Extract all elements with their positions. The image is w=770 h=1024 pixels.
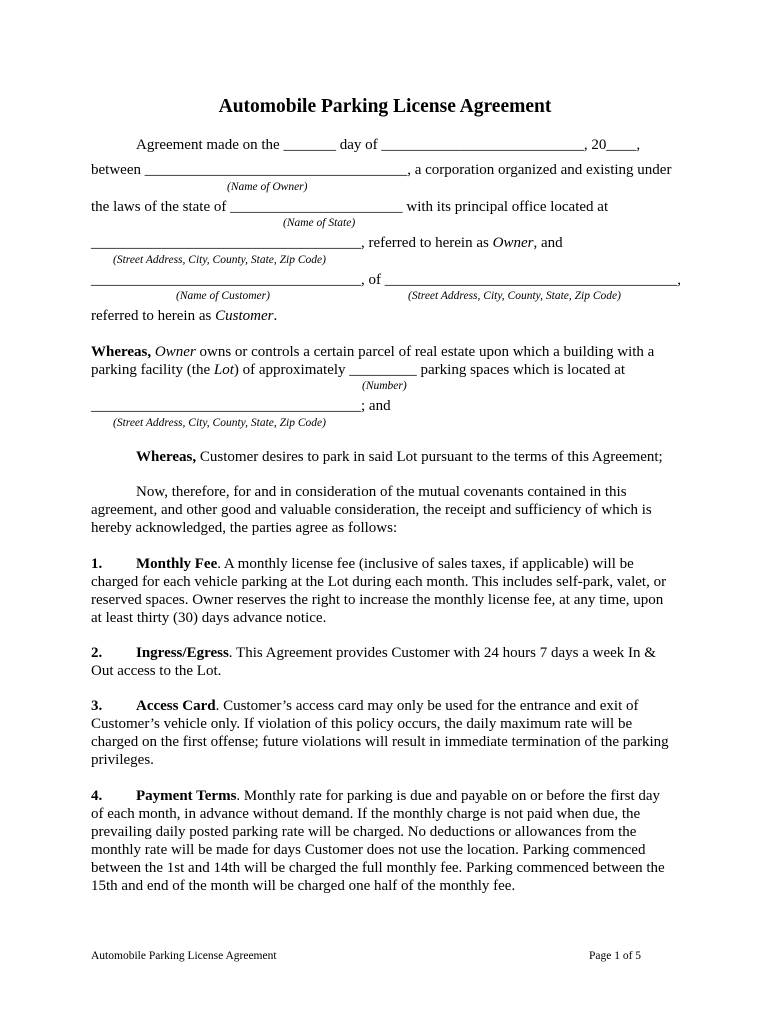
intro-line-5: ____________________________________, of _______________________________________,	[91, 272, 681, 288]
section-1-number: 1.	[91, 556, 103, 572]
whereas-2-label: Whereas,	[136, 449, 197, 465]
caption-number: (Number)	[362, 380, 407, 392]
intro-line-6-head: referred to herein as	[91, 308, 216, 324]
section-1-line-1	[91, 555, 675, 573]
section-4-heading: Payment Terms	[136, 788, 237, 804]
section-3-heading: Access Card	[136, 698, 216, 714]
footer-document-name: Automobile Parking License Agreement	[91, 950, 277, 962]
section-4-line-4: monthly rate will be made for days Customer does not use the location. Parking commenced	[91, 842, 646, 858]
section-3-line-1	[91, 697, 675, 715]
section-1-line-4: at least thirty (30) days advance notice.	[91, 610, 327, 626]
section-3-line-2: Customer’s vehicle only. If violation of this policy occurs, the daily maximum rate will be	[91, 716, 633, 732]
whereas-1-owner: Owner	[154, 344, 196, 360]
whereas-2-text: Customer desires to park in said Lot pursuant to the terms of this Agreement;	[196, 449, 663, 465]
intro-line-1	[91, 136, 675, 154]
section-2-line-2: Out access to the Lot.	[91, 663, 222, 679]
whereas-1-line-3: ____________________________________; and	[91, 398, 391, 414]
whereas-2-line	[91, 448, 675, 466]
section-2-line-1	[91, 644, 675, 662]
intro-line-2: between ___________________________________, a corporation organized and existing under	[91, 162, 672, 178]
section-1-line-2: charged for each vehicle parking at the Lot during each month. This includes self-park, valet, or	[91, 574, 667, 590]
caption-customer-address: (Street Address, City, County, State, Zip Code)	[408, 290, 621, 302]
intro-line-1-text: Agreement made on the _______ day of ___________________________, 20____,	[136, 137, 641, 153]
caption-owner-address: (Street Address, City, County, State, Zip Code)	[113, 254, 326, 266]
caption-name-of-owner: (Name of Owner)	[227, 181, 308, 193]
section-4-text-1: . Monthly rate for parking is due and payable on or before the first day	[236, 788, 661, 804]
section-3-line-3: charged on the first offense; future violations will result in immediate termination of the parking	[91, 734, 669, 750]
section-4-line-2: of each month, in advance without demand. If the monthly charge is not paid when due, the	[91, 806, 641, 822]
section-4-line-3: prevailing daily posted parking rate will be charged. No deductions or allowances from the	[91, 824, 637, 840]
section-2-number: 2.	[91, 645, 103, 661]
footer-page-number: Page 1 of 5	[589, 950, 642, 962]
lot-term: Lot	[213, 362, 234, 378]
document-title: Automobile Parking License Agreement	[218, 96, 552, 117]
section-2-heading: Ingress/Egress	[136, 645, 229, 661]
intro-line-6	[91, 307, 675, 325]
section-3-line-4: privileges.	[91, 752, 154, 768]
now-therefore-text-1: Now, therefore, for and in consideration of the mutual covenants contained in this	[136, 484, 627, 500]
whereas-1-label: Whereas,	[91, 344, 152, 360]
section-3-number: 3.	[91, 698, 103, 714]
section-4-line-1	[91, 787, 675, 805]
intro-line-6-tail: .	[273, 308, 278, 324]
section-2-text-1: . This Agreement provides Customer with 24 hours 7 days a week In &	[228, 645, 656, 661]
whereas-1-text-1: owns or controls a certain parcel of real estate upon which a building with a	[195, 344, 655, 360]
intro-line-4-blank: ____________________________________, referred to herein as	[91, 235, 493, 251]
caption-name-of-state: (Name of State)	[283, 217, 356, 229]
caption-name-of-customer: (Name of Customer)	[176, 290, 270, 302]
intro-line-3: the laws of the state of _______________________ with its principal office located at	[91, 199, 609, 215]
now-therefore-line-2: agreement, and other good and valuable consideration, the receipt and sufficiency of which is	[91, 502, 652, 518]
section-4-line-6: 15th and end of the month will be charged one half of the monthly fee.	[91, 878, 516, 894]
whereas-1-line-1	[91, 343, 675, 361]
owner-term: Owner	[492, 235, 534, 251]
whereas-1-text-2b: ) of approximately _________ parking spaces which is located at	[233, 362, 626, 378]
section-1-text-1: . A monthly license fee (inclusive of sales taxes, if applicable) will be	[217, 556, 634, 572]
section-4-line-5: between the 1st and 14th will be charged the full monthly fee. Parking commenced between the	[91, 860, 665, 876]
section-4-number: 4.	[91, 788, 103, 804]
caption-lot-address: (Street Address, City, County, State, Zip Code)	[113, 417, 326, 429]
intro-line-4-tail: , and	[533, 235, 563, 251]
section-1-heading: Monthly Fee	[136, 556, 218, 572]
intro-line-4	[91, 234, 675, 252]
now-therefore-line-1	[91, 483, 675, 501]
now-therefore-line-3: hereby acknowledged, the parties agree as follows:	[91, 520, 398, 536]
section-3-text-1: . Customer’s access card may only be used for the entrance and exit of	[215, 698, 639, 714]
whereas-1-text-2a: parking facility (the	[91, 362, 214, 378]
customer-term: Customer	[215, 308, 274, 324]
section-1-line-3: reserved spaces. Owner reserves the right to increase the monthly license fee, at any time, upon	[91, 592, 664, 608]
whereas-1-line-2	[91, 361, 675, 379]
